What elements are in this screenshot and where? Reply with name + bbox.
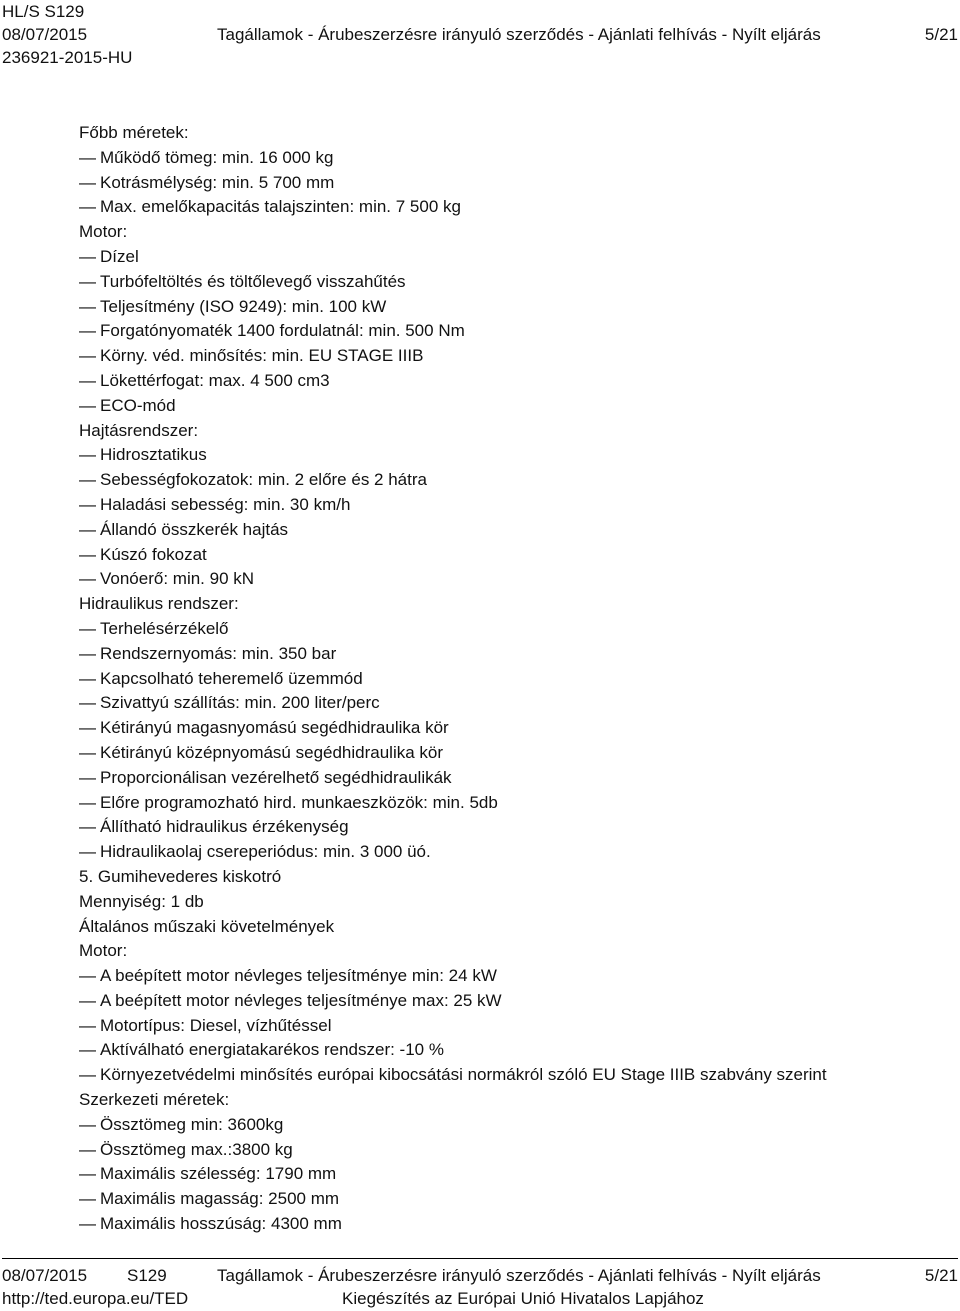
header-series: HL/S S129 [2,2,85,21]
list-item: — Körny. véd. minősítés: min. EU STAGE IIIB [79,344,939,369]
list-item: — Lökettérfogat: max. 4 500 cm3 [79,369,939,394]
list-item: — Kétirányú magasnyomású segédhidraulika kör [79,716,939,741]
page-footer [2,1264,958,1310]
list-item: — Környezetvédelmi minősítés európai kibocsátási normákról szóló EU Stage IIIB szabvány szerint [79,1063,939,1088]
header-page-number: 5/21 [924,25,958,44]
list-item: — Forgatónyomaték 1400 fordulatnál: min. 500 Nm [79,319,939,344]
list-item: — Össztömeg max.:3800 kg [79,1138,939,1163]
list-item: — Sebességfokozatok: min. 2 előre és 2 hátra [79,468,939,493]
list-item: — Dízel [79,245,939,270]
footer-title: Tagállamok - Árubeszerzésre irányuló szerződés - Ajánlati felhívás - Nyílt eljárás [217,1266,821,1285]
list-item: — Hidrosztatikus [79,443,939,468]
section-label: 5. Gumihevederes kiskotró [79,866,282,886]
section-label: Főbb méretek: [79,123,189,142]
list-item: — Proporcionálisan vezérelhető segédhidraulikák [79,766,939,791]
footer-publisher: Kiegészítés az Európai Unió Hivatalos Lapjához [342,1289,704,1308]
section-label: Hajtásrendszer: [79,420,199,440]
list-item: — Kapcsolható teheremelő üzemmód [79,667,939,692]
header-title: Tagállamok - Árubeszerzésre irányuló szerződés - Ajánlati felhívás - Nyílt eljárás [217,25,821,44]
footer-date: 08/07/2015 [2,1266,88,1285]
list-item: — Állítható hidraulikus érzékenység [79,815,939,840]
list-item: — ECO-mód [79,394,939,419]
page-header [2,0,958,69]
list-item: — Teljesítmény (ISO 9249): min. 100 kW [79,295,939,320]
list-item: — Kotrásmélység: min. 5 700 mm [79,171,939,196]
list-item: — Össztömeg min: 3600kg [79,1113,939,1138]
section-label: Mennyiség: 1 db [79,891,204,911]
section-label: Motor: [79,222,128,242]
list-item: — Terhelésérzékelő [79,617,939,642]
list-item: — Maximális magasság: 2500 mm [79,1187,939,1212]
list-item: — Állandó összkerék hajtás [79,518,939,543]
list-item: — A beépített motor névleges teljesítménye max: 25 kW [79,989,939,1014]
list-item: — Hidraulikaolaj csereperiódus: min. 3 000 üó. [79,840,939,865]
list-item: — Maximális szélesség: 1790 mm [79,1162,939,1187]
section-label: Szerkezeti méretek: [79,1090,230,1110]
section-label: Hidraulikus rendszer: [79,594,239,614]
footer-url: http://ted.europa.eu/TED [2,1289,189,1308]
list-item: — Kétirányú középnyomású segédhidraulika kör [79,741,939,766]
list-item: — A beépített motor névleges teljesítménye min: 24 kW [79,964,939,989]
list-item: — Motortípus: Diesel, vízhűtéssel [79,1014,939,1039]
section-label: Általános műszaki követelmények [79,916,335,936]
footer-divider [2,1258,958,1259]
list-item: — Kúszó fokozat [79,543,939,568]
list-item: — Maximális hosszúság: 4300 mm [79,1212,939,1237]
list-item: — Turbófeltöltés és töltőlevegő visszahűtés [79,270,939,295]
list-item: — Működő tömeg: min. 16 000 kg [79,146,939,171]
document-body [79,121,939,1237]
header-doc-id: 236921-2015-HU [2,48,133,67]
footer-series: S129 [127,1266,167,1285]
footer-page-number: 5/21 [924,1266,958,1285]
list-item: — Rendszernyomás: min. 350 bar [79,642,939,667]
list-item: — Aktíválható energiatakarékos rendszer: -10 % [79,1038,939,1063]
list-item: — Előre programozható hird. munkaeszközök: min. 5db [79,791,939,816]
section-label: Motor: [79,941,128,961]
list-item: — Szivattyú szállítás: min. 200 liter/perc [79,691,939,716]
list-item: — Haladási sebesség: min. 30 km/h [79,493,939,518]
header-date: 08/07/2015 [2,25,88,44]
list-item: — Max. emelőkapacitás talajszinten: min. 7 500 kg [79,195,939,220]
list-item: — Vonóerő: min. 90 kN [79,567,939,592]
